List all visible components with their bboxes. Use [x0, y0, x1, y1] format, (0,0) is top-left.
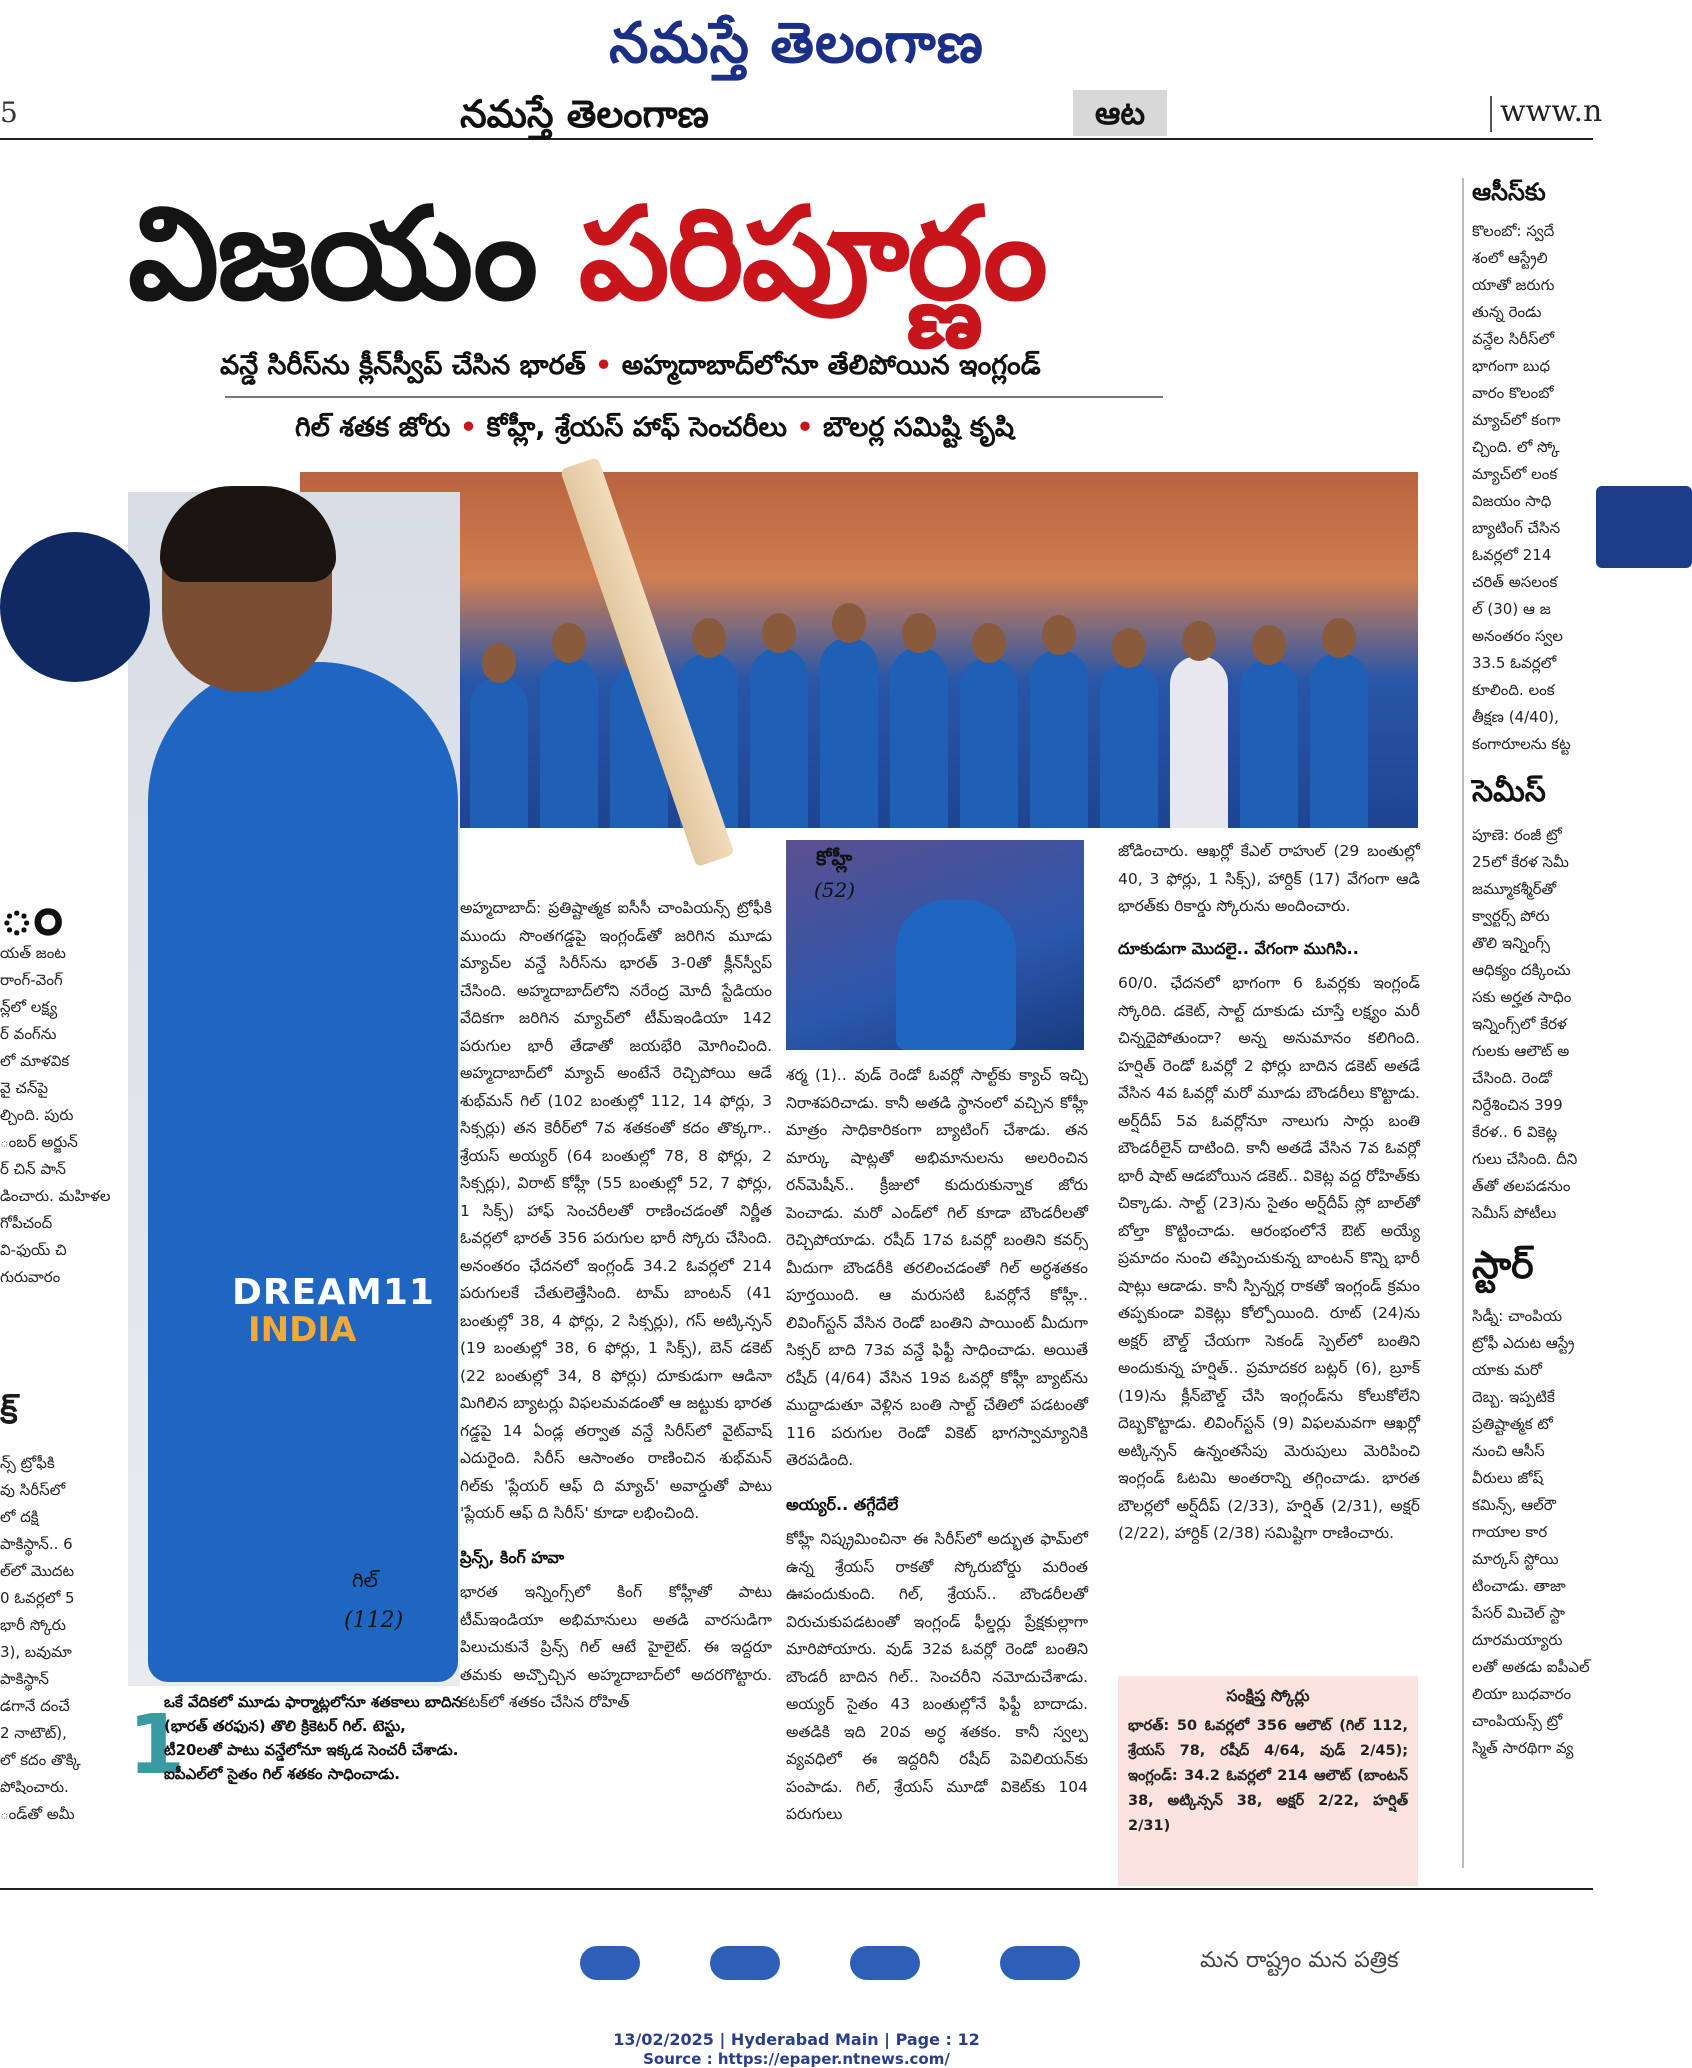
player-figure: [1240, 660, 1298, 828]
section-label: ఆట: [1073, 90, 1167, 136]
right-heading: ఆసీస్‌కు: [1472, 178, 1546, 206]
ad-tagline: మన రాష్ట్రం మన పత్రిక: [1200, 1948, 1399, 1973]
kohli-photo: [786, 840, 1084, 1050]
caption-number: 1: [128, 1698, 186, 1793]
page-strip: [0, 88, 1603, 140]
article-column-1: [460, 895, 772, 1717]
ad-shape: [1000, 1946, 1080, 1980]
player-head: [1252, 625, 1286, 665]
scorecard-text: భారత్: 50 ఓవర్లలో 356 ఆలౌట్ (గిల్ 112, శ్రేయస్ 78, రషీద్ 4/64, వుడ్ 2/45); ఇంగ్లండ్: 34.2 ఓవర్లలో 214 ఆలౌట్ (బాంటన్ 38, అట్కిన్సన్ 38, అక్షర్ 2/22, హర్షిత్ 2/31): [1128, 1717, 1408, 1834]
left-body-text: యత్ జంట రాంగ్-వెంగ్ న్ల్‌లో లక్ష్య ర్ వంగ్‌ను లో మాళవిక వై చన్‌పై ల్చింది. పురు ంబర్ అర్జున్ ర్ చిన్ పాన్ డించారు. మహిళల గోపీచంద్ వి-ఫుయ్ చి గురువారం: [0, 944, 111, 1286]
footer-source-link[interactable]: Source : https://epaper.ntnews.com/: [643, 2050, 950, 2068]
article-paragraph: శర్మ (1).. వుడ్ రెండో ఓవర్లో సాల్ట్‌కు క్యాచ్ ఇచ్చి నిరాశపరిచాడు. కానీ అతడి స్థానంలో వచ్చిన కోహ్లీ మాత్రం సాధికారికంగా బ్యాటింగ్ చేశాడు. తన మార్కు షాట్లతో అభిమానులను అలరించిన రన్‌మెషీన్.. క్రీజులో కుదురుకున్నాక జోరు పెంచాడు. మరో ఎండ్‌లో గిల్ కూడా బౌండరీలతో రెచ్చిపోయాడు. రషీద్ 17వ ఓవర్లో బంతిని కవర్స్ మీదుగా బౌండరీకి తరలించడంతో గిల్ అర్ధశతకం పూర్తయింది. ఆ మరుసటి ఓవర్లోనే కోహ్లీ.. లివింగ్‌స్టన్ వేసిన రెండో బంతిని పాయింట్ మీదుగా సిక్సర్ బాది 73వ వన్డే ఫిఫ్టీ సాధించాడు. అయితే రషీద్ (4/64) వేసిన 19వ ఓవర్లో కోహ్లీ బ్యాట్‌ను ముద్దాడుతూ వెళ్లిన బంతి సాల్ట్ చేతిలో పడటంతో 116 పరుగుల రెండో వికెట్ భాగస్వామ్యానికి తెరపడింది.: [786, 1066, 1088, 1469]
strip-paper-name: నమస్తే తెలంగాణ: [460, 92, 709, 136]
bullet-icon: •: [796, 412, 814, 443]
headline: [128, 180, 1046, 330]
player-head: [692, 618, 726, 658]
headline-part2: పరిపూర్ణం: [578, 180, 1046, 329]
player-figure: [470, 678, 528, 828]
player-head: [1182, 621, 1216, 661]
right-body-text: కొలంబో: స్వదే శంలో ఆస్ట్రేలి యాతో జరుగు తున్న రెండు వన్డేల సిరీస్‌లో భాగంగా బుధ వారం కొలంబో మ్యాచ్‌లో కంగా చ్చింది. లో స్కో మ్యాచ్‌లో లంక విజయం సాధి బ్యాటింగ్ చేసిన ఓవర్లలో 214 చరిత్ అసలంక ల్ (30) ఆ జ అనంతరం స్వల 33.5 ఓవర్లలో కూలింది. లంక తీక్షణ (4/40), కంగారూలను కట్ట: [1472, 222, 1571, 753]
player-figure: [1170, 656, 1228, 828]
bottom-divider: [0, 1888, 1593, 1890]
player-figure: [1310, 653, 1368, 828]
article-subhead: అయ్యర్.. తగ్గేదేలే: [786, 1494, 899, 1514]
deck-item: కోహ్లీ, శ్రేయస్ హాఫ్ సెంచరీలు: [486, 412, 787, 443]
left-cropped-column: [0, 200, 111, 1900]
deck-item: అహ్మదాబాద్‌లోనూ తేలిపోయిన ఇంగ్లండ్: [621, 350, 1041, 381]
masthead: [0, 0, 1593, 80]
ad-shape: [850, 1946, 920, 1980]
bullet-icon: •: [459, 412, 478, 443]
gill-photo-score: (112): [344, 1608, 404, 1633]
jersey-team-text: INDIA: [248, 1310, 357, 1350]
ad-shape: [580, 1946, 640, 1980]
gill-jersey: [148, 662, 458, 1682]
player-head: [972, 623, 1006, 663]
left-heading: ం: [0, 880, 63, 948]
deck-divider: [225, 396, 1163, 398]
article-paragraph: అహ్మదాబాద్: ప్రతిష్టాత్మక ఐసీసీ చాంపియన్స్ ట్రోఫీకి ముందు సొంతగడ్డపై ఇంగ్లండ్‌తో జరిగిన మూడు మ్యాచ్‌ల వన్డే సిరీస్‌ను భారత్ 3-0తో క్లీన్‌స్వీప్ చేసింది. అహ్మదాబాద్‌లోని నరేంద్ర మోదీ స్టేడియం వేదికగా జరిగిన మ్యాచ్‌లో టీమ్‌ఇండియా 142 పరుగుల భారీ తేడాతో జయభేరి మోగించింది. అహ్మదాబాద్‌లో మ్యాచ్ అంటేనే రెచ్చిపోయి ఆడే శుభ్‌మన్ గిల్ (102 బంతుల్లో 112, 14 ఫోర్లు, 3 సిక్సర్లు) తన కెరీర్‌లో 7వ శతకంతో కదం తొక్కగా.. శ్రేయస్ అయ్యర్ (64 బంతుల్లో 78, 8 ఫోర్లు, 2 సిక్సర్లు), విరాట్ కోహ్లీ (55 బంతుల్లో 52, 7 ఫోర్లు, 1 సిక్స్) హాఫ్ సెంచరీలతో రాణించడంతో నిర్ణీత ఓవర్లలో భారత్ 356 పరుగుల భారీ స్కోరు చేసింది. అనంతరం ఛేదనలో ఇంగ్లండ్ 34.2 ఓవర్లలో 214 పరుగులకే చేతులెత్తేసింది. టామ్ బాంటన్ (41 బంతుల్లో 38, 4 ఫోర్లు, 2 సిక్సర్లు), గస్ అట్కిన్సన్ (19 బంతుల్లో 38, 6 ఫోర్లు, 1 సిక్స్), బెన్ డకెట్ (22 బంతుల్లో 34, 8 ఫోర్లు) దూకుడుగా ఆడినా మిగిలిన బ్యాటర్లు విఫలమవడంతో ఆ జట్టుకు భారత గడ్డపై 14 ఏండ్ల తర్వాత వన్డే సిరీస్‌లో వైట్‌వాష్ ఎదురైంది. సిరీస్ ఆసాంతం రాణించిన శుభ్‌మన్ గిల్‌కు 'ప్లేయర్ ఆఫ్ ది మ్యాచ్' అవార్డుతో పాటు 'ప్లేయర్ ఆఫ్ ది సిరీస్' కూడా లభించింది.: [460, 899, 772, 1522]
player-figure: [1100, 663, 1158, 828]
player-head: [762, 613, 796, 653]
player-head: [482, 643, 516, 683]
deck-line2: [295, 412, 1155, 450]
strip-url[interactable]: www.n: [1500, 94, 1603, 129]
player-figure: [1030, 650, 1088, 828]
right-body-text: పూణె: రంజీ ట్రో 25లో కేరళ సెమీ జమ్మూకశ్మీర్‌తో క్వార్టర్స్ పోరు తొలి ఇన్నింగ్స్ ఆధిక్యం దక్కించు సకు అర్హత సాధిం ఇన్నింగ్స్‌లో కేరళ గులకు ఆలౌట్ అ చేసింది. రెండో నిర్దేశించిన 399 కేరళ.. 6 వికెట్ల గులు చేసింది. దీని త్‌తో తలపడనుం సెమీస్ పోటీలు: [1472, 826, 1578, 1222]
player-figure: [890, 648, 948, 828]
article-subhead: దూకుడుగా మొదలై.. వేగంగా ముగిసి..: [1118, 938, 1359, 958]
right-body-text: సిడ్నీ: చాంపియ ట్రోఫీ ఎదుట ఆస్ట్రే యాకు మరో దెబ్బ. ఇప్పటికే ప్రతిష్టాత్మక టో నుంచి ఆసీస్ వీరులు జోష్ కమిన్స్, ఆల్‌రౌ గాయాల కార మార్కస్ స్టోయి టించాడు. తాజా పేసర్ మిచెల్ స్టా దూరమయ్యారు లతో అతడు ఐపీఎల్ లియా బుధవారం చాంపియన్స్ ట్రో స్మిత్ సారథిగా వ్య: [1472, 1307, 1590, 1757]
trophy-banner-image: [1596, 486, 1692, 568]
ad-shape: [710, 1946, 780, 1980]
article-column-3: [1118, 838, 1420, 1548]
scorecard-title: సంక్షిప్త స్కోర్లు: [1226, 1686, 1310, 1705]
deck-item: వన్డే సిరీస్‌ను క్లీన్‌స్వీప్ చేసిన భారత్: [220, 350, 586, 381]
right-heading: సెమీస్: [1472, 774, 1546, 809]
scorecard-box: [1118, 1676, 1418, 1886]
bullet-icon: •: [595, 350, 613, 381]
bottom-advertisement: [560, 1946, 1520, 1984]
fact-caption: [128, 1690, 463, 1810]
player-head: [902, 613, 936, 653]
gill-photo-label: గిల్: [352, 1568, 378, 1592]
article-paragraph: జోడించారు. ఆఖర్లో కేఎల్ రాహుల్ (29 బంతుల్లో 40, 3 ఫోర్లు, 1 సిక్స్), హార్దిక్ (17) వేగంగా ఆడి భారత్‌కు రికార్డు స్కోరును అందించారు.: [1118, 842, 1420, 915]
left-heading: క్: [0, 1392, 18, 1432]
kohli-figure: [896, 900, 1016, 1050]
deck-item: గిల్ శతక జోరు: [295, 412, 451, 443]
article-subhead: ప్రిన్స్, కింగ్ హవా: [460, 1547, 565, 1567]
article-paragraph: భారత ఇన్నింగ్స్‌లో కింగ్ కోహ్లీతో పాటు టీమ్‌ఇండియా అభిమానులు అతడి వారసుడిగా పిలుచుకునే ప్రిన్స్ గిల్ ఆటే హైలైట్. ఈ ఇద్దరూ తమకు అచ్చొచ్చిన అహ్మదాబాద్‌లో అదరగొట్టారు. కటక్‌లో శతకం చేసిన రోహిత్: [460, 1583, 772, 1711]
player-head: [832, 603, 866, 643]
team-celebration-photo: [300, 472, 1418, 828]
masthead-title: నమస్తే తెలంగాణ: [609, 10, 984, 76]
page-number: 5: [0, 96, 18, 129]
player-head: [552, 623, 586, 663]
player-figure: [820, 638, 878, 828]
kohli-photo-label: కోహ్లీ: [816, 846, 853, 870]
headline-part1: విజయం: [128, 180, 537, 329]
player-head: [1112, 628, 1146, 668]
left-body-text: న్స్ ట్రోఫీకి వు సిరీస్‌లో లో దక్షి పాకిస్థాన్.. 6 ల్‌లో మొదట 0 ఓవర్లలో 5 భారీ స్కోరు 3), బవుమా పాకిస్థాన్ డగానే దంచే 2 నాటౌట్), లో కదం తొక్కి పోషించారు. ండ్‌తో అమీ: [0, 1454, 81, 1823]
caption-text: ఒకే వేదికలో మూడు ఫార్మాట్లలోనూ శతకాలు బాదిన (భారత్ తరఫున) తొలి క్రికెటర్ గిల్. టెస్టు, టీ20లతో పాటు వన్డేలోనూ ఇక్కడ సెంచరీ చేశాడు. ఐపీఎల్‌లో సైతం గిల్ శతకం సాధించాడు.: [164, 1693, 463, 1783]
right-heading: స్టార్: [1472, 1243, 1534, 1287]
deck-item: బౌలర్ల సమిష్టి కృషి: [823, 412, 1014, 443]
kohli-photo-score: (52): [814, 878, 856, 902]
player-figure: [540, 658, 598, 828]
player-figure: [750, 648, 808, 828]
deck-line1: [220, 350, 1160, 388]
article-paragraph: 60/0. ఛేదనలో భాగంగా 6 ఓవర్లకు ఇంగ్లండ్ స్కోరిది. డకెట్, సాల్ట్ దూకుడు చూస్తే లక్ష్యం మరీ చిన్నదైపోతుందా? అన్న అనుమానం కలిగింది. హర్షిత్ రెండో ఓవర్లో 2 ఫోర్లు బాదిన డకెట్ అతడే వేసిన 4వ ఓవర్లో మరో మూడు బౌండరీలు కొట్టాడు. అర్ష్‌దీప్ 5వ ఓవర్లోనూ నాలుగు సార్లు బంతి బౌండరీలైన్ దాటింది. కానీ అతడే వేసిన 7వ ఓవర్లో భారీ షాట్ ఆడబోయిన డకెట్.. వికెట్ల వద్ద రోహిత్‌కు చిక్కాడు. సాల్ట్ (23)ను సైతం అర్ష్‌దీప్ స్లో బాల్‌తో బోల్తా కొట్టించాడు. ఆరంభంలోనే ఔట్ అయ్యే ప్రమాదం నుంచి తప్పించుకున్న బాంటన్ కొన్ని భారీ షాట్లు ఆడాడు. కానీ స్పిన్నర్ల రాకతో ఇంగ్లండ్ క్రమం తప్పకుండా వికెట్లు కోల్పోయింది. రూట్ (24)ను అక్షర్ బౌల్డ్ చేయగా సెకండ్ స్పెల్‌లో బంతిని అందుకున్న హర్షిత్.. ప్రమాదకర బట్లర్ (6), బ్రూక్ (19)ను క్లీన్‌బౌల్డ్ చేసి ఇంగ్లండ్‌ను కోలుకోలేని దెబ్బకొట్టాడు. లివింగ్‌స్టన్ (9) విఫలమవగా ఆఖర్లో అట్కిన్సన్ ఉన్నంతసేపు మెరుపులు మెరిపించి ఇంగ్లండ్ ఓటమి అంతరాన్ని తగ్గించాడు. భారత బౌలర్లలో అర్ష్‌దీప్ (2/33), హర్షిత్ (2/31), అక్షర్ (2/22), హార్దిక్ (2/38) సమిష్టిగా రాణించారు.: [1118, 974, 1420, 1542]
player-head: [1322, 618, 1356, 658]
footer-date-line: 13/02/2025 | Hyderabad Main | Page : 12: [613, 2030, 980, 2049]
player-head: [1042, 615, 1076, 655]
article-column-2: [786, 1062, 1088, 1829]
right-cropped-column: [1462, 178, 1593, 1868]
strip-divider: [1490, 96, 1492, 132]
jersey-sponsor-text: DREAM11: [232, 1272, 435, 1313]
player-figure: [960, 658, 1018, 828]
article-paragraph: కోహ్లీ నిష్క్రమించినా ఈ సిరీస్‌లో అద్భుత ఫామ్‌లో ఉన్న శ్రేయస్ రాకతో స్కోరుబోర్డు మరింత ఊపందుకుంది. గిల్, శ్రేయస్.. బౌండరీలతో విరుచుకుపడటంతో ఇంగ్లండ్ ఫీల్డర్లు ప్రేక్షకుల్లాగా మారిపోయారు. వుడ్ 32వ ఓవర్లో రెండో బంతిని బౌండరీ బాదిన గిల్.. సెంచరీని నమోదుచేశాడు. అయ్యర్ సైతం 43 బంతుల్లోనే ఫిఫ్టీ బాదాడు. అతడికి ఇది 20వ అర్ధ శతకం. కానీ స్వల్ప వ్యవధిలో ఈ ఇద్దరినీ రషీద్ పెవిలియన్‌కు పంపాడు. గిల్, శ్రేయస్ మూడో వికెట్‌కు 104 పరుగులు: [786, 1530, 1088, 1823]
